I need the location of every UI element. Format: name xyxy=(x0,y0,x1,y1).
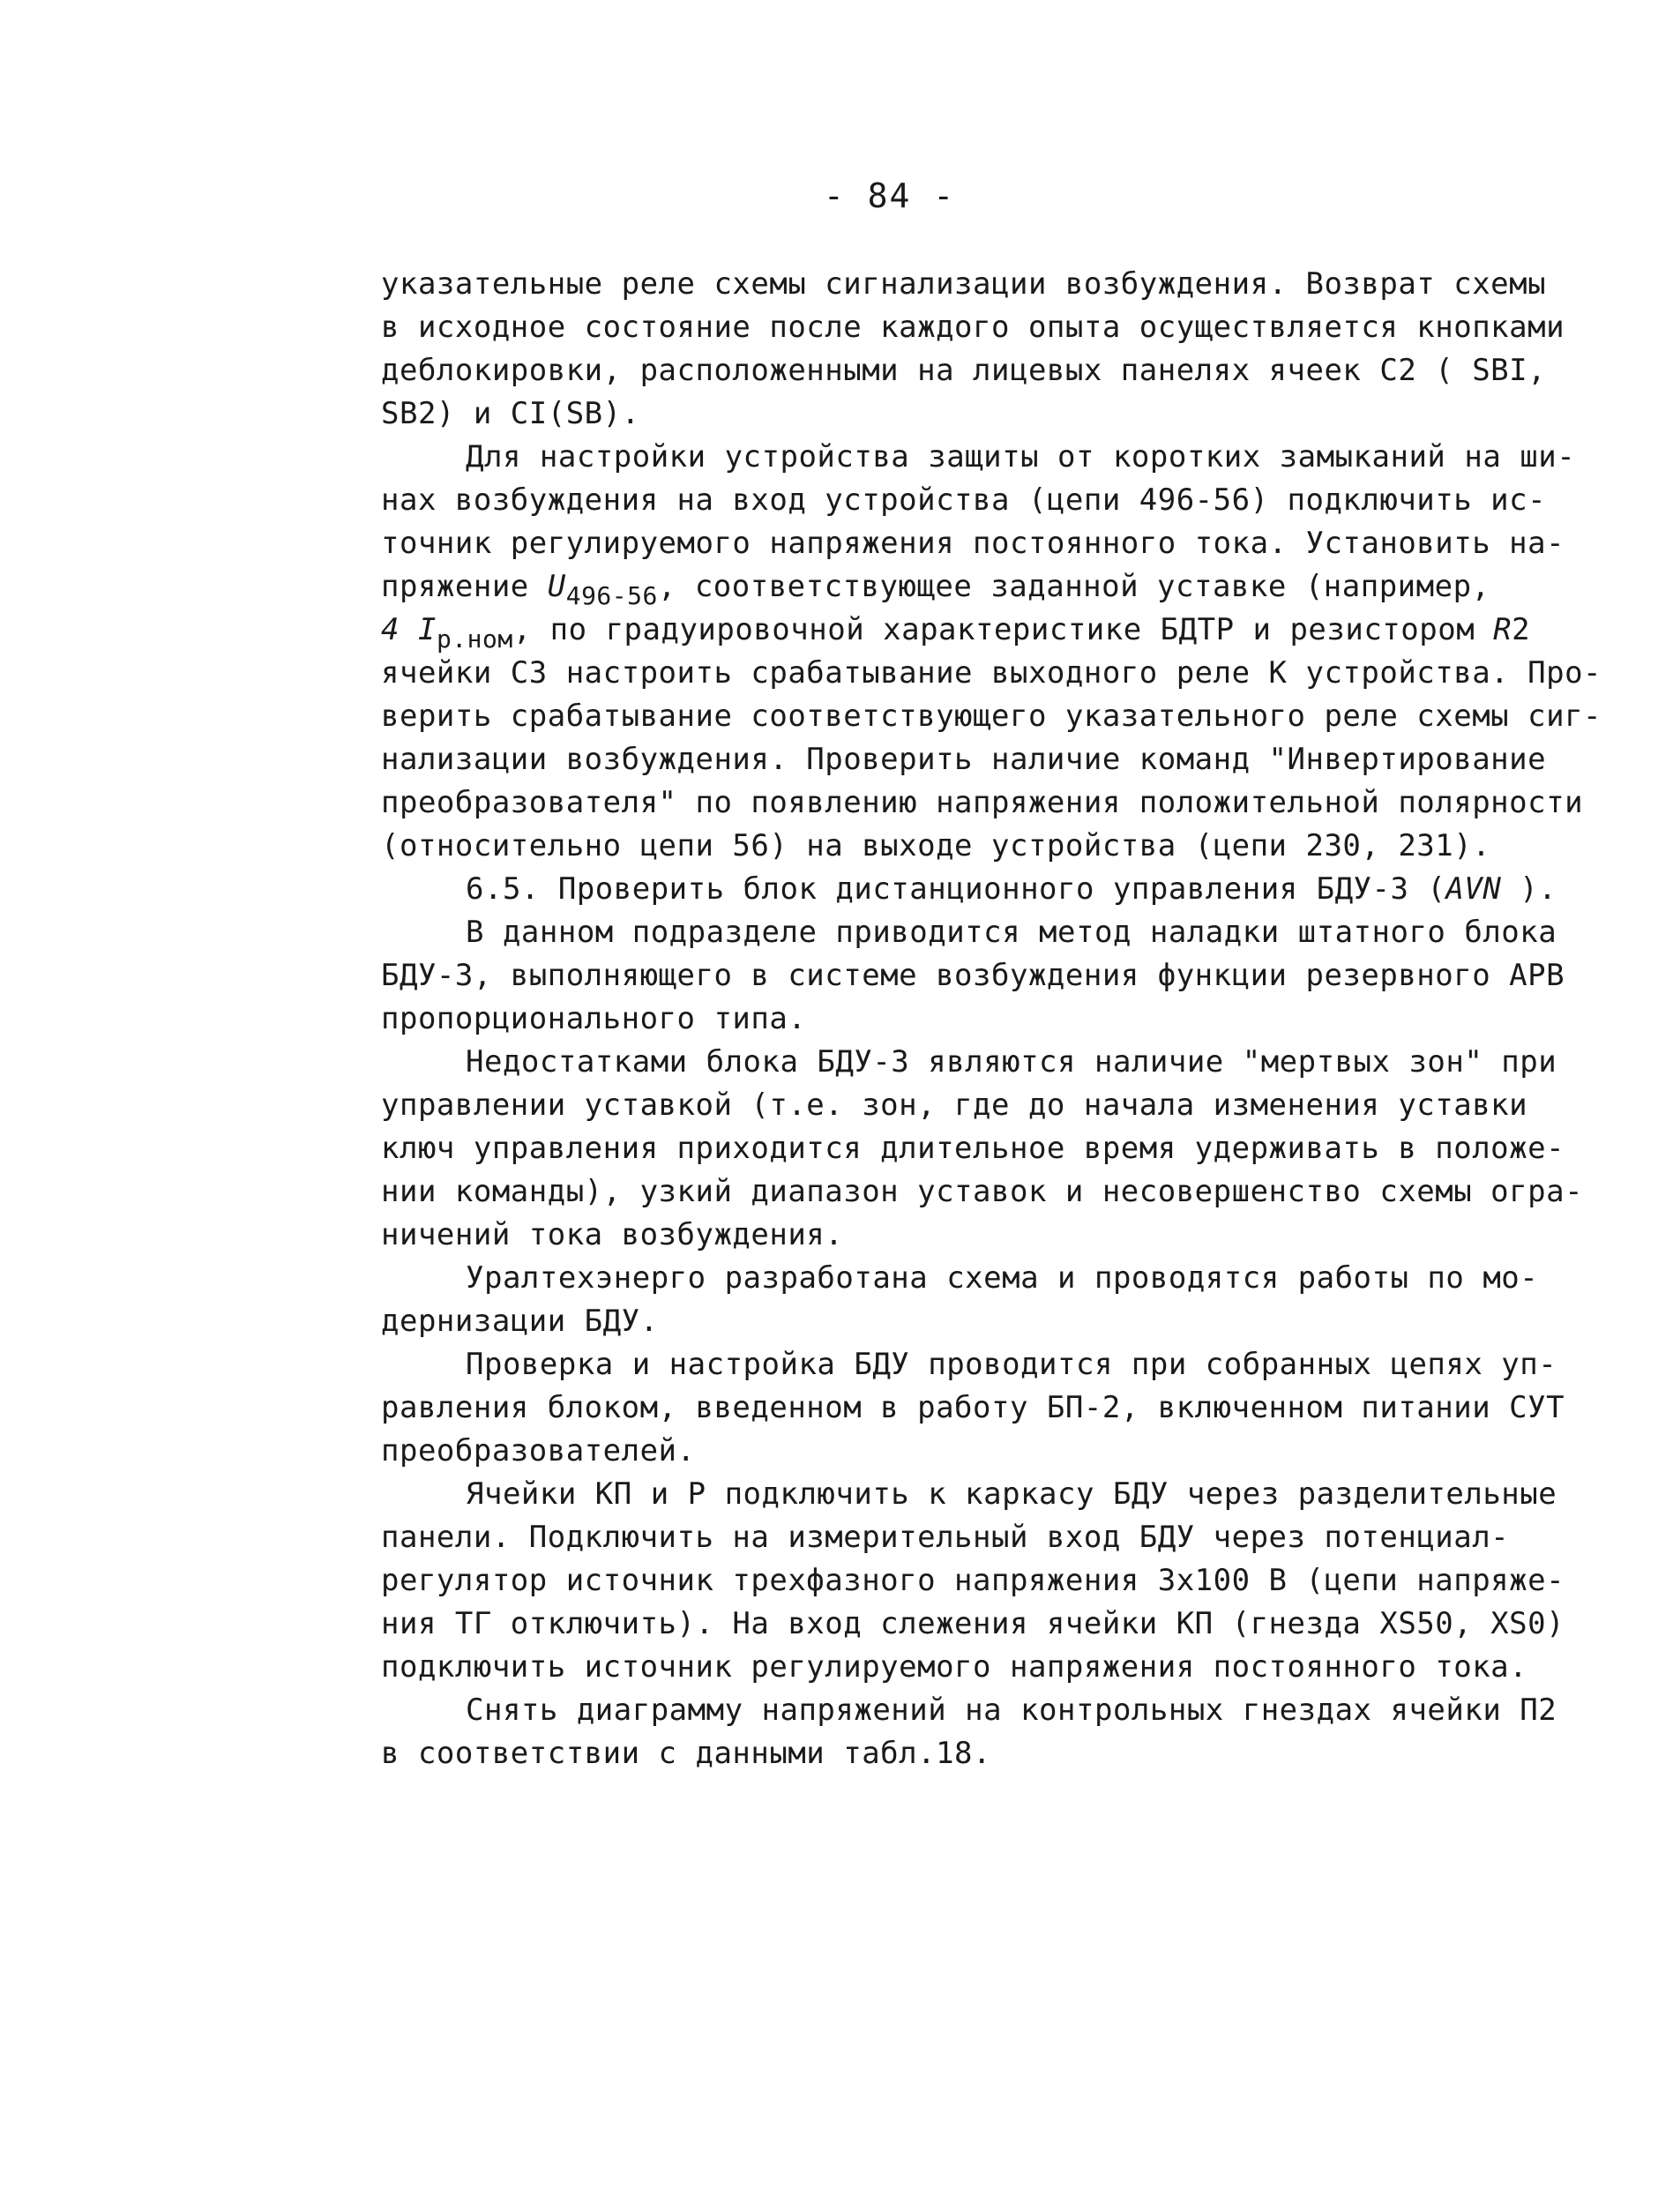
voltage-symbol: U xyxy=(547,569,566,604)
text-line: точник регулируемого напряжения постоянного тока. Установить на- xyxy=(381,526,1565,561)
coefficient: 4 xyxy=(381,612,418,647)
text-fragment: пряжение xyxy=(381,569,548,604)
text-line: Ячейки КП и Р подключить к каркасу БДУ через разделительные xyxy=(466,1476,1557,1512)
text-line: панели. Подключить на измерительный вход БДУ через потенциал- xyxy=(381,1520,1510,1555)
text-fragment: ). xyxy=(1501,871,1557,907)
text-fragment: , соответствующее заданной уставке (например, xyxy=(657,569,1490,604)
page-number: - 84 - xyxy=(823,176,956,215)
text-line: в исходное состояние после каждого опыта осуществляется кнопками xyxy=(381,310,1565,345)
text-line: в соответствии с данными табл.18. xyxy=(381,1736,992,1771)
text-line: нализации возбуждения. Проверить наличие команд "Инвертирование xyxy=(381,742,1547,777)
text-line: ния ТГ отключить). На вход слежения ячейки КП (гнезда XS50, XS0) xyxy=(381,1606,1565,1641)
text-line: Для настройки устройства защиты от коротких замыканий на ши- xyxy=(466,439,1576,475)
text-line: нах возбуждения на вход устройства (цепи 496-56) подключить ис- xyxy=(381,482,1547,518)
text-line: БДУ-3, выполняющего в системе возбуждения функции резервного АРВ xyxy=(381,958,1565,993)
text-line: ячейки С3 настроить срабатывание выходного реле К устройства. Про- xyxy=(381,655,1602,691)
text-line: (относительно цепи 56) на выходе устройства (цепи 230, 231). xyxy=(381,828,1491,863)
text-line: подключить источник регулируемого напряжения постоянного тока. xyxy=(381,1649,1528,1685)
document-body xyxy=(381,263,1602,1775)
resistor-symbol: R xyxy=(1493,612,1512,647)
text-line-formula xyxy=(381,609,1545,652)
text-line: Уралтехэнерго разработана схема и проводятся работы по мо- xyxy=(466,1260,1539,1296)
text-line: SB2) и CI(SB). xyxy=(381,396,640,431)
text-line: преобразователей. xyxy=(381,1433,696,1468)
text-line: указательные реле схемы сигнализации возбуждения. Возврат схемы xyxy=(381,266,1547,302)
current-symbol: I xyxy=(417,612,437,647)
section-heading xyxy=(381,868,1557,911)
text-line: регулятор источник трехфазного напряжения 3х100 В (цепи напряже- xyxy=(381,1563,1565,1598)
text-line: Проверка и настройка БДУ проводится при собранных цепях уп- xyxy=(466,1347,1557,1382)
text-line: преобразователя" по появлению напряжения положительной полярности xyxy=(381,785,1584,820)
text-line: нии команды), узкий диапазон уставок и несовершенство схемы огра- xyxy=(381,1174,1584,1209)
voltage-subscript: 496-56 xyxy=(565,581,658,610)
text-line: дернизации БДУ. xyxy=(381,1304,659,1339)
designation: AVN xyxy=(1445,871,1502,907)
text-line: пропорционального типа. xyxy=(381,1001,807,1036)
text-fragment: 6.5. Проверить блок дистанционного управления БДУ-3 ( xyxy=(466,871,1446,907)
text-line: В данном подразделе приводится метод наладки штатного блока xyxy=(466,915,1557,950)
text-line-formula xyxy=(381,565,1545,609)
text-line: Снять диаграмму напряжений на контрольных гнездах ячейки П2 xyxy=(466,1693,1557,1728)
text-line: верить срабатывание соответствующего указательного реле схемы сиг- xyxy=(381,699,1602,734)
text-fragment: , по градуировочной характеристике БДТР и резистором xyxy=(512,612,1494,647)
current-subscript: р.ном xyxy=(436,624,513,654)
text-line: ключ управления приходится длительное время удерживать в положе- xyxy=(381,1131,1565,1166)
text-line: деблокировки, расположенными на лицевых панелях ячеек С2 ( SBI, xyxy=(381,353,1547,388)
resistor-index: 2 xyxy=(1512,612,1531,647)
text-line: ничений тока возбуждения. xyxy=(381,1217,844,1252)
text-line: Недостатками блока БДУ-3 являются наличие "мертвых зон" при xyxy=(466,1044,1557,1080)
text-line: равления блоком, введенном в работу БП-2, включенном питании СУТ xyxy=(381,1390,1565,1425)
text-line: управлении уставкой (т.е. зон, где до начала изменения уставки xyxy=(381,1087,1528,1123)
